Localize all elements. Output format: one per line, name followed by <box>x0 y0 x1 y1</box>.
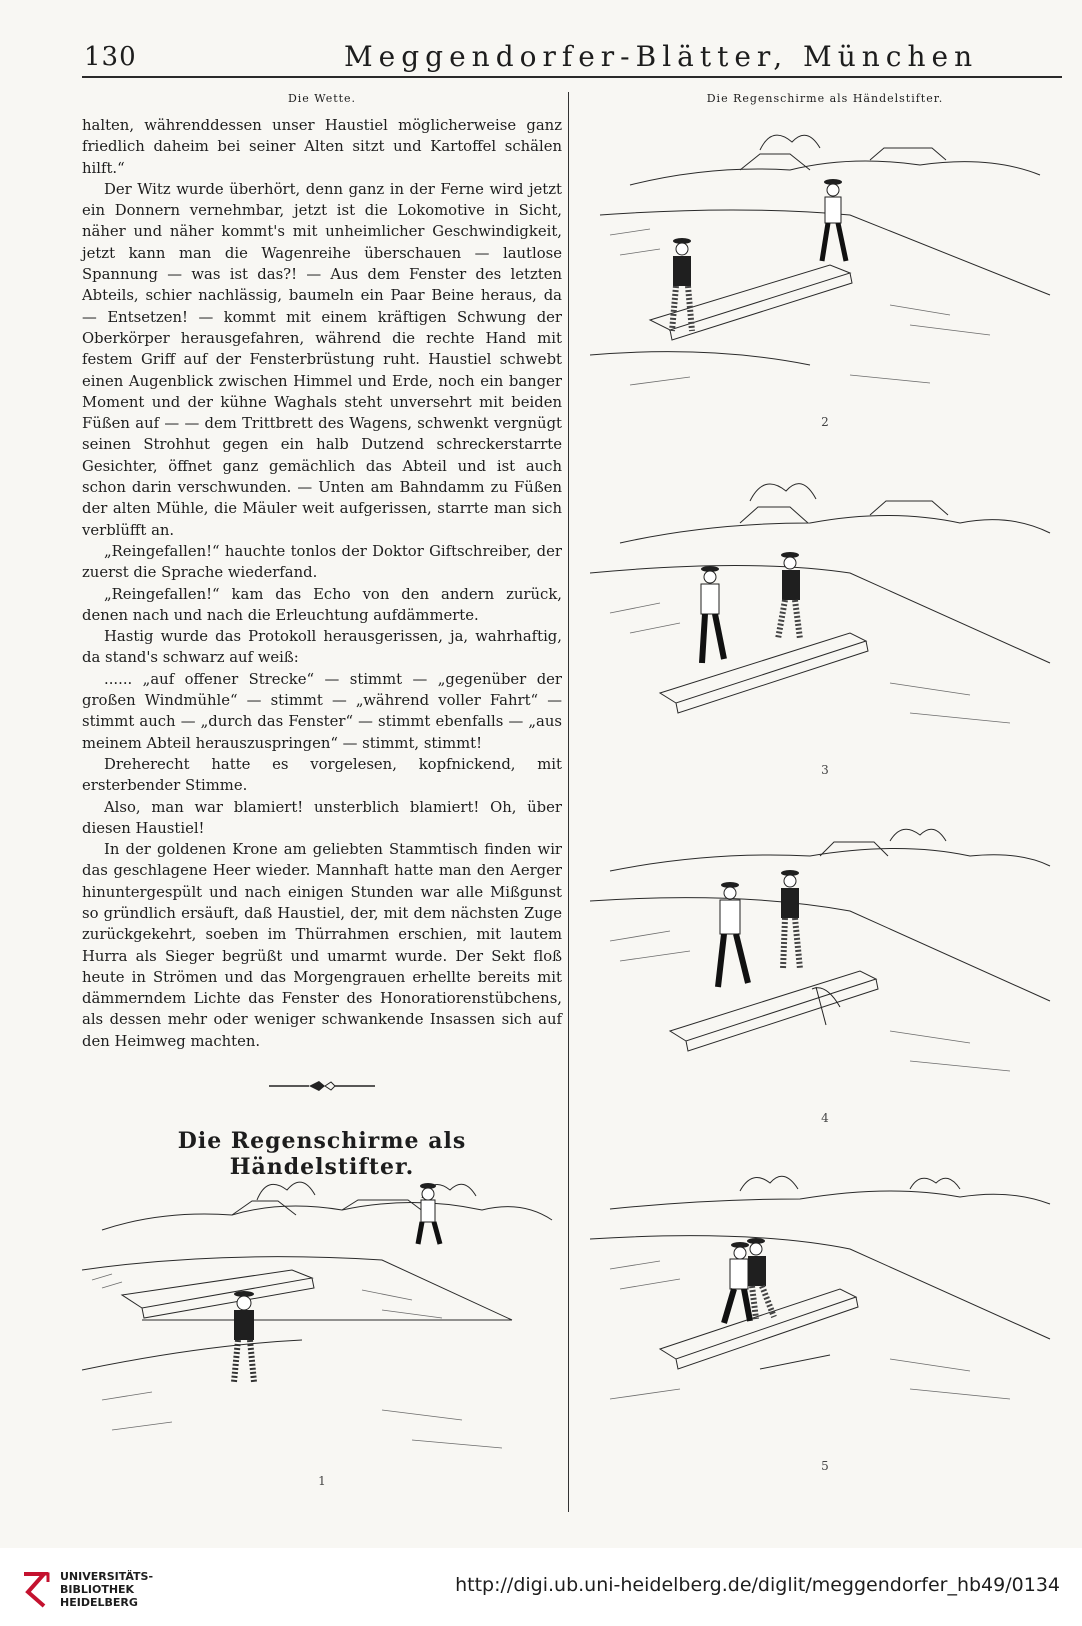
section-title: Die Regenschirme als Händelstifter. <box>177 1128 467 1181</box>
panel-label-1: 1 <box>318 1474 326 1488</box>
column-divider <box>568 92 569 1512</box>
panel-label-2: 2 <box>821 415 829 429</box>
figure-man-near <box>234 1291 254 1382</box>
figure-man-right <box>778 552 800 639</box>
panel-label-4: 4 <box>821 1111 829 1125</box>
library-name: UNIVERSITÄTS- BIBLIOTHEK HEIDELBERG <box>60 1570 154 1609</box>
paragraph: In der goldenen Krone am geliebten Stammtisch finden wir das geschlagene Heer wieder. Mannhaft hatte man den Aerger hinuntergespült und nach einigen Stunden war alle Mißgunst so gründlich ersäuft, daß Haustiel, der, mit dem nächsten Zuge zurückgekehrt, soeben im Thürrahmen erschien, mit lautem Hurra als Sieger begrüßt und umarmt wurde. Der Sekt floß heute in Strömen und das Morgengrauen erhellte bereits mit dämmerndem Lichte das Fenster des Honoratiorenstübchens, als dessen mehr oder weniger schwankende Insassen sich auf den Heimweg machten. <box>82 841 562 1050</box>
header-rule <box>82 76 1062 78</box>
fighting-figures <box>724 1238 774 1323</box>
paragraph: Dreherecht hatte es vorgelesen, kopfnickend, mit ersterbender Stimme. <box>82 755 562 795</box>
left-column <box>82 92 562 1180</box>
viewer-footer <box>0 1548 1082 1626</box>
panel-label-5: 5 <box>821 1459 829 1473</box>
illustration-panel-1 <box>82 1170 562 1488</box>
illustration-panel-2 <box>590 115 1060 429</box>
paragraph: „Reingefallen!“ kam das Echo von den andern zurück, denen nach und nach die Erleuchtung aufdämmerte. <box>82 585 562 624</box>
story-text <box>82 115 562 1052</box>
panel-label-3: 3 <box>821 763 829 777</box>
right-column-heading: Die Regenschirme als Händelstifter. <box>706 92 944 105</box>
paragraph: Hastig wurde das Protokoll herausgerissen, ja, wahrhaftig, da stand's schwarz auf weiß: <box>82 628 562 667</box>
page-header <box>74 36 1064 76</box>
paragraph: halten, währenddessen unser Haustiel möglicherweise ganz friedlich daheim bei seiner Alten sitzt und Kartoffel schälen hilft.“ <box>82 117 562 177</box>
right-column <box>590 92 1060 1512</box>
university-library-logo-icon <box>20 1570 52 1610</box>
source-url-link[interactable]: http://digi.ub.uni-heidelberg.de/diglit/meggendorfer_hb49/0134 <box>455 1574 1060 1596</box>
figure-man-far <box>418 1183 440 1244</box>
page-number: 130 <box>84 42 137 72</box>
paragraph: ...... „auf offener Strecke“ — stimmt — „gegenüber der großen Windmühle“ — stimmt — „während voller Fahrt“ — stimmt auch — „durch das Fenster“ — stimmt ebenfalls — „aus meinem Abteil herauszuspringen“ — stimmt, stimmt! <box>82 670 562 752</box>
figure-man-right <box>781 870 800 969</box>
ornament-divider <box>267 1078 377 1094</box>
figure-man-left <box>701 566 724 663</box>
figure-man-right <box>822 179 846 261</box>
paragraph: Der Witz wurde überhört, denn ganz in der Ferne wird jetzt ein Donnern vernehmbar, jetzt ist die Lokomotive in Sicht, näher und näher kommt's mit unheimlicher Geschwindigkeit, jetzt kann man die Wagenreihe überschauen — lautlose Spannung — was ist das?! — Aus dem Fenster des letzten Abteils, schier nachlässig, baumeln ein Paar Beine heraus, da — Entsetzen! — kommt mit einem kräftigen Schwung der Oberkörper herausgefahren, während die rechte Hand mit festem Griff auf der Fensterbrüstung ruht. Haustiel schwebt einen Augenblick zwischen Himmel und Erde, noch ein banger Moment und der kühne Waghals steht unversehrt mit beiden Füßen auf — — dem Trittbrett des Wagens, schwenkt vergnügt seinen Strohhut gegen ein halb Dutzend schreckerstarrte Gesichter, öffnet ganz gemächlich das Abteil und ist auch schon darin verschwunden. — Unten am Bahndamm zu Füßen der alten Mühle, die Mäuler weit aufgerissen, starrte man sich verblüfft an. <box>82 180 562 539</box>
illustration-panel-5 <box>590 1159 1060 1473</box>
figure-man-left <box>672 238 692 331</box>
left-column-heading: Die Wette. <box>287 92 357 105</box>
illustration-panel-3 <box>590 463 1060 777</box>
paragraph: „Reingefallen!“ hauchte tonlos der Doktor Giftschreiber, der zuerst die Sprache wiederfand. <box>82 542 562 582</box>
running-title: Meggendorfer-Blätter, München <box>344 40 979 73</box>
field-illustration <box>82 1170 562 1470</box>
paragraph: Also, man war blamiert! unsterblich blamiert! Oh, über diesen Haustiel! <box>82 798 562 837</box>
illustration-panel-4 <box>590 811 1060 1125</box>
